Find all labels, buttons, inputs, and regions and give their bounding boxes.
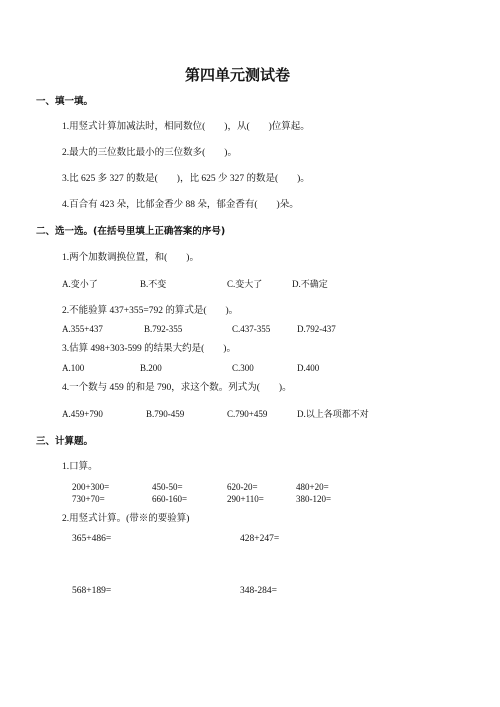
s2-q1-options <box>62 279 442 291</box>
option-c: C.790+459 <box>227 409 268 419</box>
option-c: C.变大了 <box>227 279 263 289</box>
section-3-heading: 三、计算题。 <box>36 436 94 447</box>
s1-question-3: 3.比 625 多 327 的数是( )，比 625 少 327 的数是( )。 <box>62 174 310 184</box>
option-d: D.400 <box>297 363 320 373</box>
oral-calc-item: 380-120= <box>296 494 332 504</box>
vertical-calc-item: 365+486= <box>72 534 112 544</box>
oral-calc-row-1 <box>72 482 452 494</box>
vertical-calc-item: 428+247= <box>240 534 280 544</box>
oral-calc-item: 450-50= <box>152 482 183 492</box>
vertical-calc-item: 348-284= <box>240 586 278 596</box>
option-b: B.792-355 <box>144 324 183 334</box>
oral-calc-item: 200+300= <box>72 482 110 492</box>
option-b: B.200 <box>140 363 162 373</box>
oral-calc-item: 290+110= <box>227 494 264 504</box>
option-d: D.不确定 <box>292 279 328 289</box>
s2-question-4: 4.一个数与 459 的和是 790，求这个数。列式为( )。 <box>62 383 292 393</box>
option-a: A.100 <box>62 363 85 373</box>
option-a: A.355+437 <box>62 324 103 334</box>
option-c: C.437-355 <box>232 324 271 334</box>
page-title: 第四单元测试卷 <box>185 66 291 84</box>
s2-question-2: 2.不能验算 437+355=792 的算式是( )。 <box>62 306 239 316</box>
s2-q4-options <box>62 409 462 421</box>
oral-calc-item: 480+20= <box>296 482 329 492</box>
section-2-heading: 二、选一选。(在括号里填上正确答案的序号) <box>36 226 226 237</box>
s2-q3-options <box>62 363 442 375</box>
s2-q2-options <box>62 324 442 336</box>
s2-question-3: 3.估算 498+303-599 的结果大约是( )。 <box>62 344 236 354</box>
vertical-calc-item: 568+189= <box>72 586 112 596</box>
option-a: A.变小了 <box>62 279 98 289</box>
s1-question-2: 2.最大的三位数比最小的三位数多( )。 <box>62 148 237 158</box>
oral-calc-item: 620-20= <box>227 482 258 492</box>
s1-question-4: 4.百合有 423 朵，比郁金香少 88 朵，郁金香有( )朵。 <box>62 200 299 210</box>
oral-calc-item: 730+70= <box>72 494 105 504</box>
s3-part-2-label: 2.用竖式计算。(带※的要验算) <box>62 514 190 524</box>
s2-question-1: 1.两个加数调换位置，和( )。 <box>62 253 199 263</box>
oral-calc-row-2 <box>72 494 452 506</box>
option-b: B.不变 <box>140 279 167 289</box>
option-b: B.790-459 <box>146 409 185 419</box>
option-a: A.459+790 <box>62 409 103 419</box>
s3-part-1-label: 1.口算。 <box>62 462 98 472</box>
option-c: C.300 <box>232 363 254 373</box>
oral-calc-item: 660-160= <box>152 494 188 504</box>
option-d: D.792-437 <box>297 324 336 334</box>
section-1-heading: 一、填一填。 <box>36 96 94 107</box>
option-d: D.以上各项都不对 <box>297 409 369 419</box>
s1-question-1: 1.用竖式计算加减法时，相同数位( )，从( )位算起。 <box>62 122 310 132</box>
